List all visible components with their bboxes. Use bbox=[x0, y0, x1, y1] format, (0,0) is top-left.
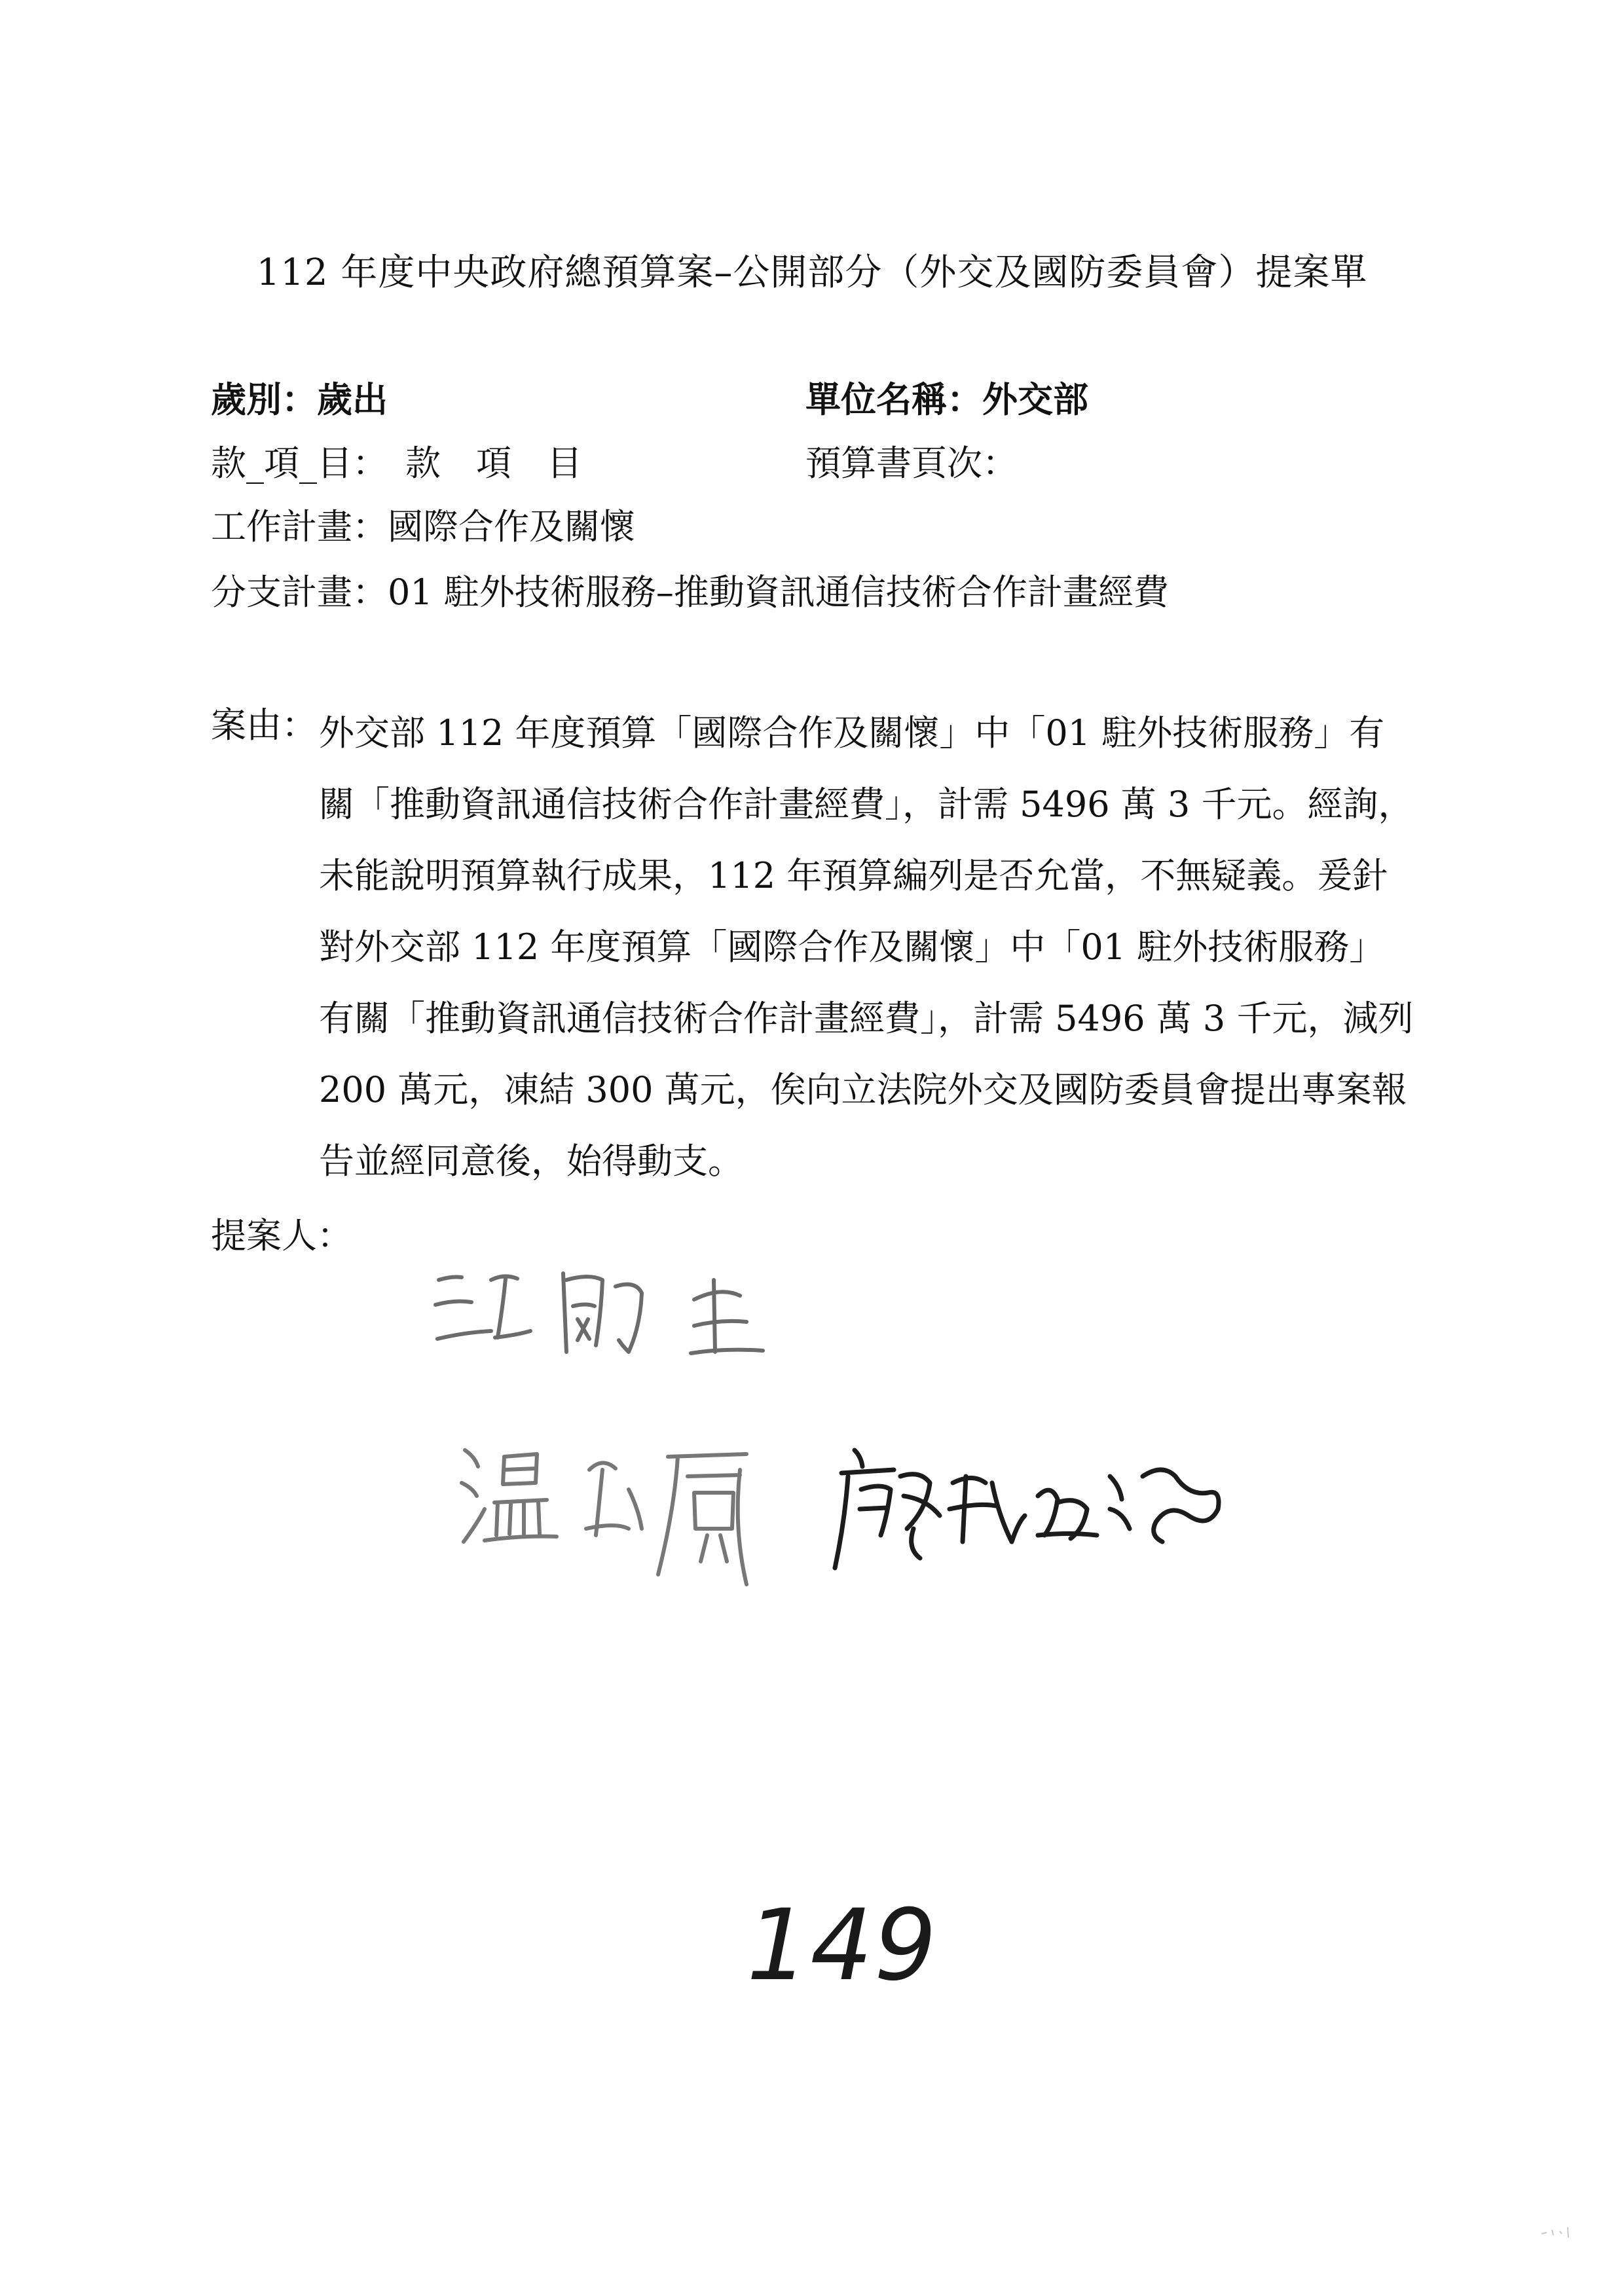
sub-plan-field: 分支計畫：01 駐外技術服務–推動資訊通信技術合作計畫經費 bbox=[211, 572, 1169, 613]
signature-2 bbox=[458, 1430, 825, 1601]
category-field: 歲別：歲出 bbox=[211, 378, 388, 420]
page-number: 149 bbox=[747, 1889, 938, 2003]
item-field: 款_項_目： 款 項 目 bbox=[211, 443, 582, 484]
work-plan-field: 工作計畫：國際合作及關懷 bbox=[211, 506, 635, 547]
reason-label: 案由： bbox=[211, 704, 317, 746]
signature-1 bbox=[432, 1254, 799, 1372]
reason-line: 未能說明預算執行成果，112 年預算編列是否允當，不無疑義。爰針 bbox=[319, 855, 1388, 896]
reason-line: 關「推動資訊通信技術合作計畫經費」，計需 5496 萬 3 千元。經詢， bbox=[319, 784, 1414, 825]
signature-3 bbox=[822, 1437, 1228, 1575]
reason-line: 200 萬元，凍結 300 萬元，俟向立法院外交及國防委員會提出專案報 bbox=[319, 1069, 1407, 1110]
reason-line: 有關「推動資訊通信技術合作計畫經費」，計需 5496 萬 3 千元，減列 bbox=[319, 998, 1414, 1039]
document-title: 112 年度中央政府總預算案–公開部分（外交及國防委員會）提案單 bbox=[256, 251, 1368, 294]
reason-line: 外交部 112 年度預算「國際合作及關懷」中「01 駐外技術服務」有 bbox=[319, 712, 1385, 754]
budget-page-field: 預算書頁次： bbox=[805, 443, 1018, 484]
scan-artifact bbox=[1540, 2225, 1573, 2239]
unit-field: 單位名稱：外交部 bbox=[805, 378, 1088, 420]
proposer-label: 提案人： bbox=[211, 1215, 352, 1256]
reason-line: 對外交部 112 年度預算「國際合作及關懷」中「01 駐外技術服務」 bbox=[319, 926, 1385, 968]
reason-line: 告並經同意後，始得動支。 bbox=[319, 1140, 743, 1182]
